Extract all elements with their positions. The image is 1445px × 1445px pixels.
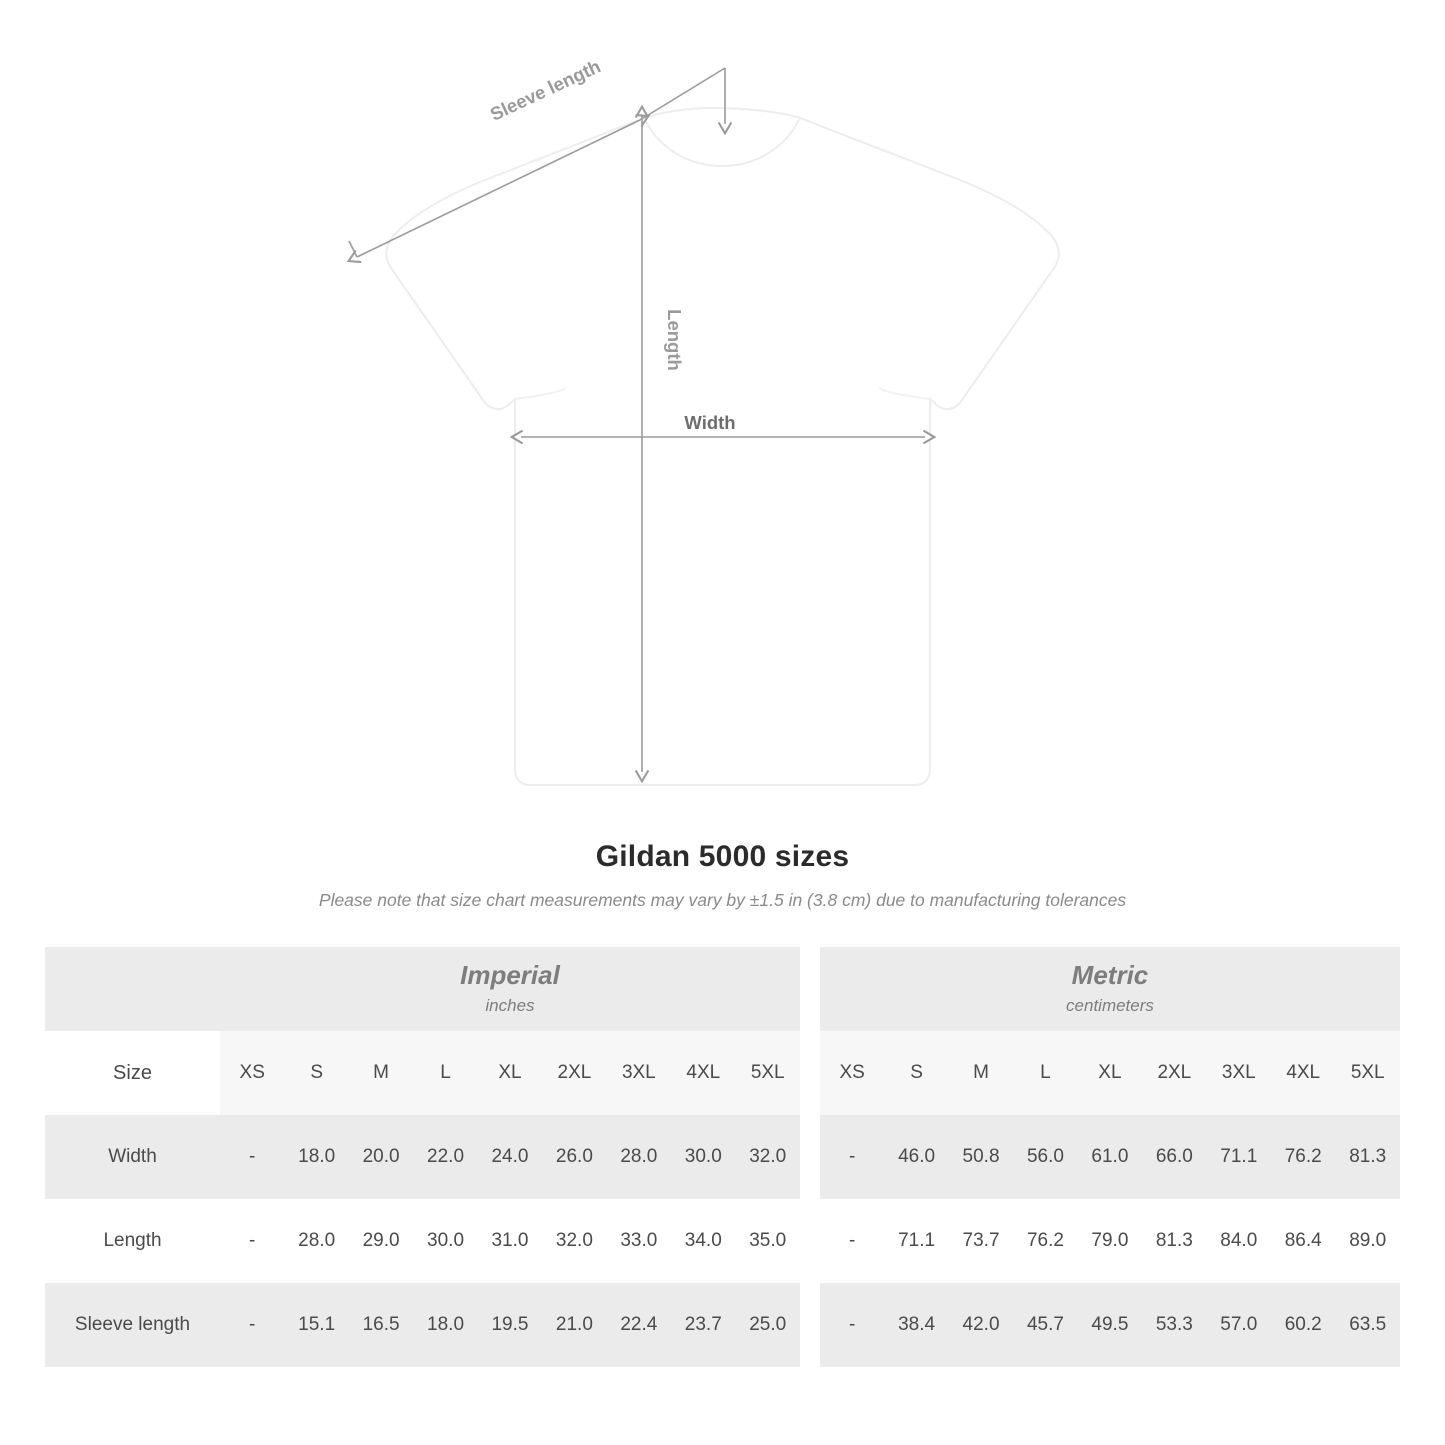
cell-sleeve-length-imperial-2xl: 21.0	[542, 1283, 606, 1367]
cell-length-imperial-3xl: 33.0	[607, 1199, 671, 1283]
cell-sleeve-length-metric-m: 42.0	[949, 1283, 1013, 1367]
unit-banner-gap	[800, 947, 820, 1031]
unit-banner-spacer	[45, 947, 220, 1031]
size-chart-table	[45, 947, 1400, 1367]
cell-length-imperial-xs: -	[220, 1199, 284, 1283]
cell-sleeve-length-imperial-m: 16.5	[349, 1283, 413, 1367]
size-header-xs: XS	[220, 1031, 284, 1115]
cell-width-metric-m: 50.8	[949, 1115, 1013, 1199]
unit-name: Imperial	[460, 960, 560, 991]
cell-length-imperial-4xl: 34.0	[671, 1199, 735, 1283]
table-row	[45, 1115, 1400, 1199]
size-header-xl: XL	[478, 1031, 542, 1115]
size-header-xs: XS	[820, 1031, 884, 1115]
cell-width-metric-s: 46.0	[884, 1115, 948, 1199]
page-title: Gildan 5000 sizes	[595, 840, 850, 873]
cell-sleeve-length-metric-3xl: 57.0	[1207, 1283, 1271, 1367]
row-gap	[800, 1283, 820, 1367]
unit-banner-imperial	[220, 947, 800, 1031]
cell-width-metric-2xl: 66.0	[1142, 1115, 1206, 1199]
cell-width-metric-5xl: 81.3	[1335, 1115, 1400, 1199]
cell-sleeve-length-imperial-4xl: 23.7	[671, 1283, 735, 1367]
unit-banner-metric	[820, 947, 1400, 1031]
cell-sleeve-length-metric-4xl: 60.2	[1271, 1283, 1335, 1367]
size-header-4xl: 4XL	[671, 1031, 735, 1115]
cell-length-imperial-l: 30.0	[413, 1199, 477, 1283]
size-header-l: L	[413, 1031, 477, 1115]
table-row	[45, 1283, 1400, 1367]
table-row	[45, 1199, 1400, 1283]
size-header-label: Size	[45, 1031, 220, 1115]
size-header-m: M	[349, 1031, 413, 1115]
size-header-s: S	[884, 1031, 948, 1115]
cell-width-metric-l: 56.0	[1013, 1115, 1077, 1199]
cell-length-metric-4xl: 86.4	[1271, 1199, 1335, 1283]
cell-length-metric-s: 71.1	[884, 1199, 948, 1283]
cell-sleeve-length-imperial-5xl: 25.0	[736, 1283, 800, 1367]
size-header-5xl: 5XL	[736, 1031, 800, 1115]
cell-length-metric-3xl: 84.0	[1207, 1199, 1271, 1283]
cell-sleeve-length-imperial-s: 15.1	[284, 1283, 348, 1367]
cell-width-metric-xl: 61.0	[1078, 1115, 1142, 1199]
cell-sleeve-length-metric-s: 38.4	[884, 1283, 948, 1367]
cell-sleeve-length-metric-xl: 49.5	[1078, 1283, 1142, 1367]
size-header-3xl: 3XL	[1207, 1031, 1271, 1115]
cell-width-imperial-3xl: 28.0	[607, 1115, 671, 1199]
header-gap	[800, 1031, 820, 1115]
tolerance-note: Please note that size chart measurements may vary by ±1.5 in (3.8 cm) due to manufacturing tolerances	[318, 890, 1127, 910]
row-label-sleeve-length: Sleeve length	[45, 1283, 220, 1367]
cell-length-metric-l: 76.2	[1013, 1199, 1077, 1283]
size-header-s: S	[284, 1031, 348, 1115]
cell-width-metric-xs: -	[820, 1115, 884, 1199]
size-header-l: L	[1013, 1031, 1077, 1115]
cell-width-metric-3xl: 71.1	[1207, 1115, 1271, 1199]
cell-sleeve-length-metric-xs: -	[820, 1283, 884, 1367]
tshirt-shape	[386, 108, 1059, 785]
cell-length-metric-5xl: 89.0	[1335, 1199, 1400, 1283]
unit-subtitle: inches	[485, 995, 535, 1015]
cell-length-metric-xs: -	[820, 1199, 884, 1283]
unit-subtitle: centimeters	[1066, 995, 1154, 1015]
size-header-2xl: 2XL	[1142, 1031, 1206, 1115]
cell-length-imperial-m: 29.0	[349, 1199, 413, 1283]
size-header-m: M	[949, 1031, 1013, 1115]
cell-sleeve-length-metric-5xl: 63.5	[1335, 1283, 1400, 1367]
size-header-2xl: 2XL	[542, 1031, 606, 1115]
cell-length-metric-xl: 79.0	[1078, 1199, 1142, 1283]
cell-sleeve-length-imperial-xl: 19.5	[478, 1283, 542, 1367]
cell-sleeve-length-imperial-xs: -	[220, 1283, 284, 1367]
cell-sleeve-length-imperial-3xl: 22.4	[607, 1283, 671, 1367]
unit-banner-row	[45, 947, 1400, 1031]
size-header-3xl: 3XL	[607, 1031, 671, 1115]
cell-sleeve-length-metric-2xl: 53.3	[1142, 1283, 1206, 1367]
cell-length-metric-2xl: 81.3	[1142, 1199, 1206, 1283]
cell-length-imperial-s: 28.0	[284, 1199, 348, 1283]
sleeve-length-label: Sleeve length	[486, 55, 604, 125]
cell-length-imperial-5xl: 35.0	[736, 1199, 800, 1283]
cell-width-imperial-xl: 24.0	[478, 1115, 542, 1199]
cell-sleeve-length-metric-l: 45.7	[1013, 1283, 1077, 1367]
cell-width-imperial-m: 20.0	[349, 1115, 413, 1199]
cell-length-metric-m: 73.7	[949, 1199, 1013, 1283]
cell-width-imperial-s: 18.0	[284, 1115, 348, 1199]
cell-sleeve-length-imperial-l: 18.0	[413, 1283, 477, 1367]
row-label-length: Length	[45, 1199, 220, 1283]
size-header-xl: XL	[1078, 1031, 1142, 1115]
cell-width-imperial-2xl: 26.0	[542, 1115, 606, 1199]
cell-width-imperial-4xl: 30.0	[671, 1115, 735, 1199]
width-label: Width	[684, 412, 736, 433]
unit-name: Metric	[1071, 960, 1149, 991]
size-header-row	[45, 1031, 1400, 1115]
cell-width-imperial-l: 22.0	[413, 1115, 477, 1199]
row-gap	[800, 1199, 820, 1283]
size-header-4xl: 4XL	[1271, 1031, 1335, 1115]
row-gap	[800, 1115, 820, 1199]
cell-length-imperial-2xl: 32.0	[542, 1199, 606, 1283]
cell-width-metric-4xl: 76.2	[1271, 1115, 1335, 1199]
length-label: Length	[664, 309, 685, 371]
cell-width-imperial-xs: -	[220, 1115, 284, 1199]
size-header-5xl: 5XL	[1335, 1031, 1400, 1115]
row-label-width: Width	[45, 1115, 220, 1199]
cell-length-imperial-xl: 31.0	[478, 1199, 542, 1283]
size-chart-container	[0, 947, 1445, 1367]
cell-width-imperial-5xl: 32.0	[736, 1115, 800, 1199]
